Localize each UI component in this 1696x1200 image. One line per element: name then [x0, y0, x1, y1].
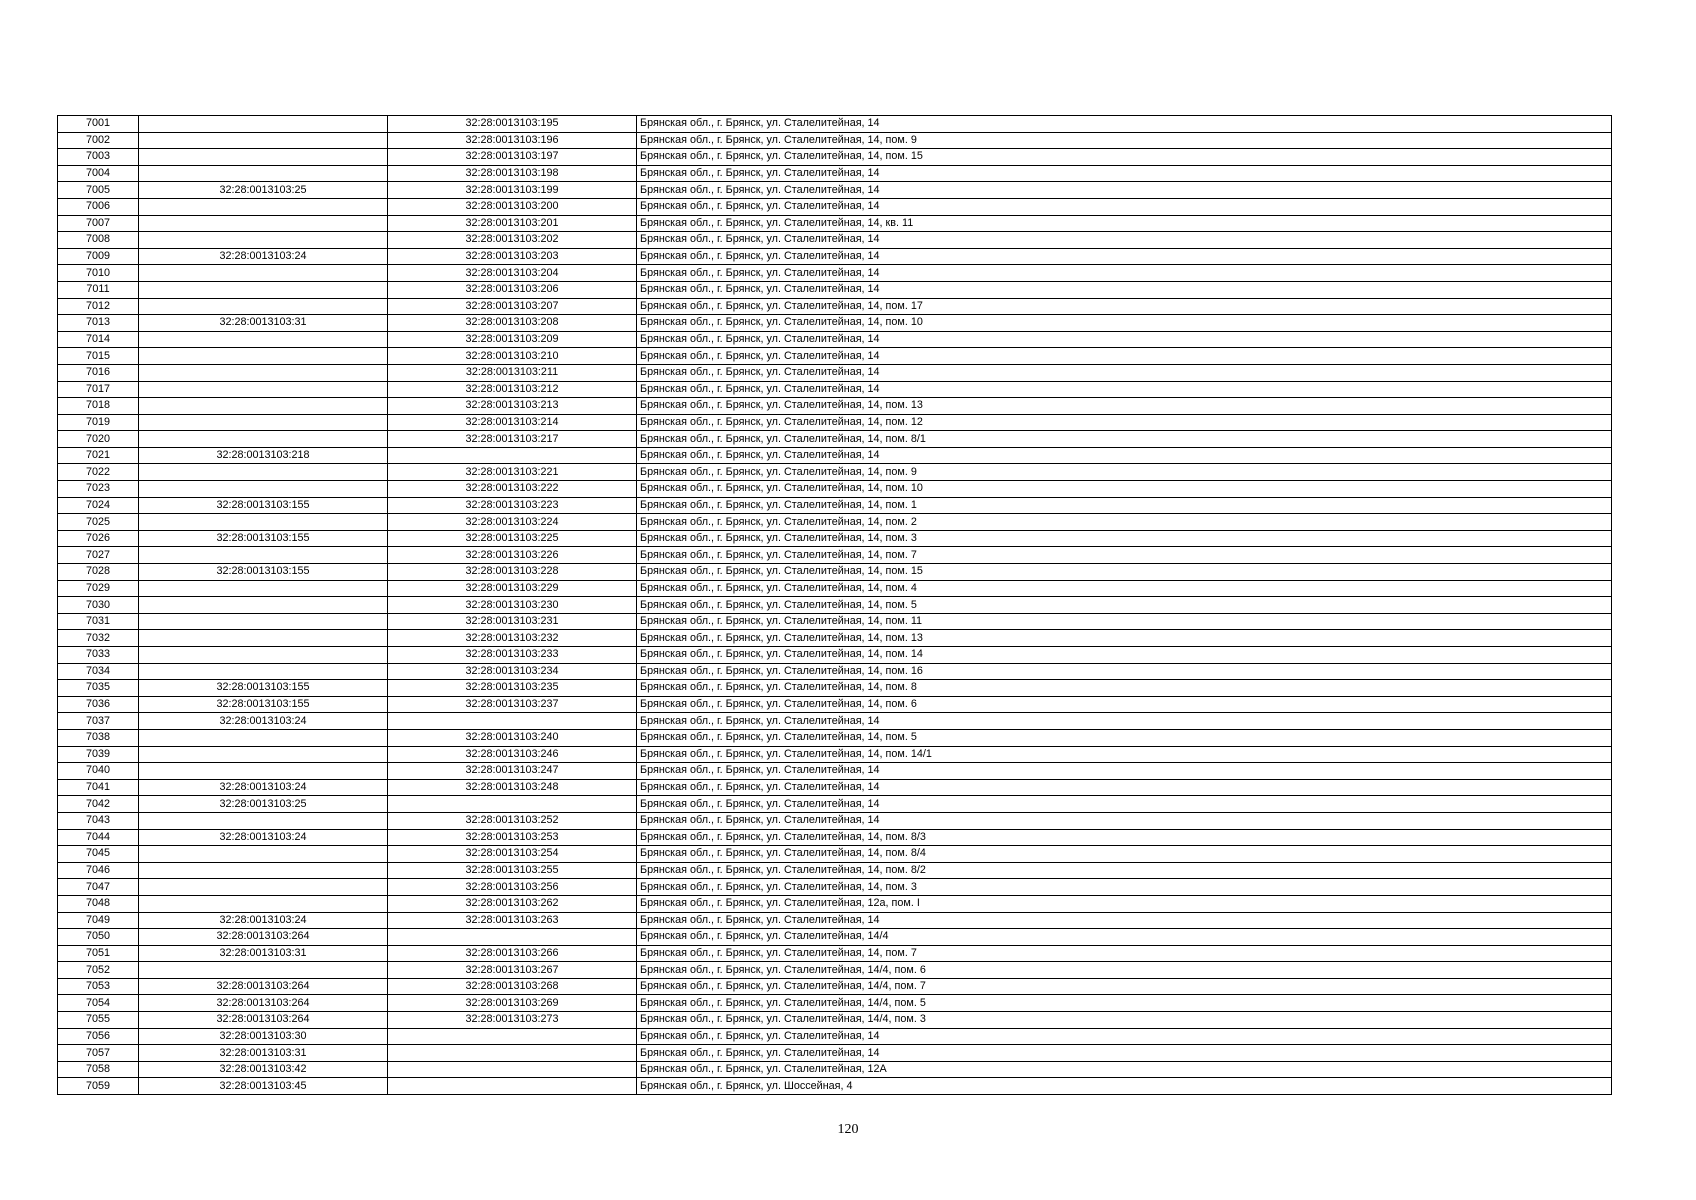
row-number-cell: 7032: [58, 630, 139, 647]
parent-cadastral-number-cell: 32:28:0013103:218: [139, 447, 388, 464]
parent-cadastral-number-cell: 32:28:0013103:31: [139, 945, 388, 962]
address-cell: Брянская обл., г. Брянск, ул. Сталелитейная, 14/4: [637, 929, 1612, 946]
address-cell: Брянская обл., г. Брянск, ул. Сталелитейная, 14: [637, 364, 1612, 381]
row-number-cell: 7009: [58, 248, 139, 265]
parent-cadastral-number-cell: [139, 348, 388, 365]
parent-cadastral-number-cell: [139, 895, 388, 912]
table-row: [58, 564, 1612, 581]
parent-cadastral-number-cell: [139, 613, 388, 630]
address-cell: Брянская обл., г. Брянск, ул. Сталелитейная, 12а, пом. I: [637, 895, 1612, 912]
cadastral-number-cell: 32:28:0013103:255: [388, 862, 637, 879]
row-number-cell: 7018: [58, 398, 139, 415]
cadastral-number-cell: 32:28:0013103:268: [388, 978, 637, 995]
parent-cadastral-number-cell: 32:28:0013103:30: [139, 1028, 388, 1045]
table-row: [58, 149, 1612, 166]
cadastral-number-cell: 32:28:0013103:197: [388, 149, 637, 166]
row-number-cell: 7055: [58, 1012, 139, 1029]
row-number-cell: 7014: [58, 331, 139, 348]
row-number-cell: 7005: [58, 182, 139, 199]
row-number-cell: 7036: [58, 696, 139, 713]
parent-cadastral-number-cell: [139, 846, 388, 863]
address-cell: Брянская обл., г. Брянск, ул. Сталелитейная, 14, пом. 10: [637, 315, 1612, 332]
cadastral-number-cell: 32:28:0013103:202: [388, 232, 637, 249]
address-cell: Брянская обл., г. Брянск, ул. Сталелитейная, 14, пом. 16: [637, 663, 1612, 680]
address-cell: Брянская обл., г. Брянск, ул. Шоссейная, 4: [637, 1078, 1612, 1095]
cadastral-number-cell: 32:28:0013103:214: [388, 414, 637, 431]
table-row: [58, 447, 1612, 464]
parent-cadastral-number-cell: 32:28:0013103:24: [139, 829, 388, 846]
table-row: [58, 414, 1612, 431]
row-number-cell: 7004: [58, 165, 139, 182]
cadastral-number-cell: 32:28:0013103:235: [388, 680, 637, 697]
parent-cadastral-number-cell: [139, 414, 388, 431]
address-cell: Брянская обл., г. Брянск, ул. Сталелитейная, 14, пом. 15: [637, 564, 1612, 581]
cadastral-number-cell: 32:28:0013103:240: [388, 729, 637, 746]
table-row: [58, 945, 1612, 962]
parent-cadastral-number-cell: 32:28:0013103:155: [139, 696, 388, 713]
row-number-cell: 7038: [58, 729, 139, 746]
address-cell: Брянская обл., г. Брянск, ул. Сталелитейная, 14: [637, 1028, 1612, 1045]
parent-cadastral-number-cell: [139, 232, 388, 249]
row-number-cell: 7017: [58, 381, 139, 398]
address-cell: Брянская обл., г. Брянск, ул. Сталелитейная, 14, пом. 6: [637, 696, 1612, 713]
cadastral-number-cell: 32:28:0013103:201: [388, 215, 637, 232]
address-cell: Брянская обл., г. Брянск, ул. Сталелитейная, 14, пом. 15: [637, 149, 1612, 166]
cadastral-number-cell: [388, 713, 637, 730]
parent-cadastral-number-cell: 32:28:0013103:24: [139, 779, 388, 796]
cadastral-number-cell: 32:28:0013103:263: [388, 912, 637, 929]
row-number-cell: 7012: [58, 298, 139, 315]
table-row: [58, 348, 1612, 365]
row-number-cell: 7024: [58, 497, 139, 514]
address-cell: Брянская обл., г. Брянск, ул. Сталелитейная, 14: [637, 165, 1612, 182]
cadastral-number-cell: 32:28:0013103:237: [388, 696, 637, 713]
table-row: [58, 248, 1612, 265]
row-number-cell: 7033: [58, 647, 139, 664]
table-row: [58, 597, 1612, 614]
address-cell: Брянская обл., г. Брянск, ул. Сталелитейная, 14, пом. 14/1: [637, 746, 1612, 763]
table-row: [58, 1012, 1612, 1029]
parent-cadastral-number-cell: [139, 597, 388, 614]
address-cell: Брянская обл., г. Брянск, ул. Сталелитейная, 14: [637, 912, 1612, 929]
table-row: [58, 331, 1612, 348]
cadastral-number-cell: 32:28:0013103:196: [388, 132, 637, 149]
parent-cadastral-number-cell: [139, 265, 388, 282]
parent-cadastral-number-cell: [139, 298, 388, 315]
table-row: [58, 895, 1612, 912]
address-cell: Брянская обл., г. Брянск, ул. Сталелитейная, 12А: [637, 1061, 1612, 1078]
cadastral-number-cell: [388, 929, 637, 946]
cadastral-number-cell: 32:28:0013103:207: [388, 298, 637, 315]
row-number-cell: 7002: [58, 132, 139, 149]
address-cell: Брянская обл., г. Брянск, ул. Сталелитейная, 14: [637, 348, 1612, 365]
cadastral-number-cell: 32:28:0013103:211: [388, 364, 637, 381]
address-cell: Брянская обл., г. Брянск, ул. Сталелитейная, 14: [637, 116, 1612, 133]
row-number-cell: 7015: [58, 348, 139, 365]
row-number-cell: 7011: [58, 281, 139, 298]
cadastral-number-cell: [388, 1061, 637, 1078]
cadastral-number-cell: 32:28:0013103:253: [388, 829, 637, 846]
cadastral-number-cell: 32:28:0013103:256: [388, 879, 637, 896]
table-row: [58, 812, 1612, 829]
row-number-cell: 7013: [58, 315, 139, 332]
row-number-cell: 7040: [58, 763, 139, 780]
row-number-cell: 7035: [58, 680, 139, 697]
parent-cadastral-number-cell: [139, 398, 388, 415]
table-row: [58, 613, 1612, 630]
row-number-cell: 7041: [58, 779, 139, 796]
address-cell: Брянская обл., г. Брянск, ул. Сталелитейная, 14, пом. 11: [637, 613, 1612, 630]
table-row: [58, 132, 1612, 149]
table-row: [58, 116, 1612, 133]
address-cell: Брянская обл., г. Брянск, ул. Сталелитейная, 14, пом. 8/1: [637, 431, 1612, 448]
parent-cadastral-number-cell: [139, 862, 388, 879]
table-row: [58, 680, 1612, 697]
table-row: [58, 265, 1612, 282]
parent-cadastral-number-cell: [139, 630, 388, 647]
address-cell: Брянская обл., г. Брянск, ул. Сталелитейная, 14, пом. 3: [637, 530, 1612, 547]
cadastral-number-cell: 32:28:0013103:262: [388, 895, 637, 912]
table-row: [58, 912, 1612, 929]
cadastral-number-cell: 32:28:0013103:208: [388, 315, 637, 332]
table-row: [58, 995, 1612, 1012]
parent-cadastral-number-cell: [139, 647, 388, 664]
table-row: [58, 232, 1612, 249]
parent-cadastral-number-cell: 32:28:0013103:31: [139, 315, 388, 332]
cadastral-number-cell: 32:28:0013103:224: [388, 514, 637, 531]
row-number-cell: 7022: [58, 464, 139, 481]
table-row: [58, 647, 1612, 664]
cadastral-number-cell: 32:28:0013103:200: [388, 198, 637, 215]
address-cell: Брянская обл., г. Брянск, ул. Сталелитейная, 14, пом. 10: [637, 481, 1612, 498]
address-cell: Брянская обл., г. Брянск, ул. Сталелитейная, 14, пом. 9: [637, 464, 1612, 481]
parent-cadastral-number-cell: [139, 763, 388, 780]
address-cell: Брянская обл., г. Брянск, ул. Сталелитейная, 14, пом. 8/2: [637, 862, 1612, 879]
parent-cadastral-number-cell: [139, 331, 388, 348]
address-cell: Брянская обл., г. Брянск, ул. Сталелитейная, 14, пом. 4: [637, 580, 1612, 597]
address-cell: Брянская обл., г. Брянск, ул. Сталелитейная, 14, пом. 17: [637, 298, 1612, 315]
cadastral-number-cell: 32:28:0013103:206: [388, 281, 637, 298]
cadastral-number-cell: 32:28:0013103:212: [388, 381, 637, 398]
address-cell: Брянская обл., г. Брянск, ул. Сталелитейная, 14: [637, 265, 1612, 282]
cadastral-number-cell: 32:28:0013103:246: [388, 746, 637, 763]
table-row: [58, 978, 1612, 995]
parent-cadastral-number-cell: [139, 663, 388, 680]
table-row: [58, 1078, 1612, 1095]
address-cell: Брянская обл., г. Брянск, ул. Сталелитейная, 14, пом. 1: [637, 497, 1612, 514]
address-cell: Брянская обл., г. Брянск, ул. Сталелитейная, 14, пом. 13: [637, 398, 1612, 415]
cadastral-number-cell: 32:28:0013103:269: [388, 995, 637, 1012]
row-number-cell: 7019: [58, 414, 139, 431]
table-row: [58, 962, 1612, 979]
table-row: [58, 729, 1612, 746]
row-number-cell: 7059: [58, 1078, 139, 1095]
address-cell: Брянская обл., г. Брянск, ул. Сталелитейная, 14: [637, 232, 1612, 249]
parent-cadastral-number-cell: [139, 381, 388, 398]
cadastral-number-cell: 32:28:0013103:234: [388, 663, 637, 680]
table-row: [58, 431, 1612, 448]
cadastral-number-cell: [388, 1028, 637, 1045]
address-cell: Брянская обл., г. Брянск, ул. Сталелитейная, 14: [637, 281, 1612, 298]
row-number-cell: 7003: [58, 149, 139, 166]
parent-cadastral-number-cell: [139, 514, 388, 531]
parent-cadastral-number-cell: [139, 547, 388, 564]
cadastral-number-cell: [388, 1045, 637, 1062]
row-number-cell: 7050: [58, 929, 139, 946]
cadastral-number-cell: 32:28:0013103:225: [388, 530, 637, 547]
cadastral-number-cell: 32:28:0013103:203: [388, 248, 637, 265]
table-row: [58, 746, 1612, 763]
parent-cadastral-number-cell: 32:28:0013103:264: [139, 929, 388, 946]
cadastral-number-cell: 32:28:0013103:217: [388, 431, 637, 448]
row-number-cell: 7054: [58, 995, 139, 1012]
table-row: [58, 298, 1612, 315]
row-number-cell: 7042: [58, 796, 139, 813]
address-cell: Брянская обл., г. Брянск, ул. Сталелитейная, 14, пом. 13: [637, 630, 1612, 647]
table-row: [58, 315, 1612, 332]
address-cell: Брянская обл., г. Брянск, ул. Сталелитейная, 14, пом. 3: [637, 879, 1612, 896]
table-row: [58, 929, 1612, 946]
row-number-cell: 7030: [58, 597, 139, 614]
row-number-cell: 7049: [58, 912, 139, 929]
parent-cadastral-number-cell: [139, 132, 388, 149]
table-row: [58, 364, 1612, 381]
cadastral-number-cell: 32:28:0013103:226: [388, 547, 637, 564]
address-cell: Брянская обл., г. Брянск, ул. Сталелитейная, 14: [637, 248, 1612, 265]
parent-cadastral-number-cell: 32:28:0013103:155: [139, 680, 388, 697]
parent-cadastral-number-cell: 32:28:0013103:45: [139, 1078, 388, 1095]
table-row: [58, 829, 1612, 846]
row-number-cell: 7031: [58, 613, 139, 630]
address-cell: Брянская обл., г. Брянск, ул. Сталелитейная, 14: [637, 182, 1612, 199]
parent-cadastral-number-cell: [139, 464, 388, 481]
cadastral-number-cell: 32:28:0013103:199: [388, 182, 637, 199]
parent-cadastral-number-cell: [139, 116, 388, 133]
registry-table-body: [58, 116, 1612, 1095]
row-number-cell: 7051: [58, 945, 139, 962]
address-cell: Брянская обл., г. Брянск, ул. Сталелитейная, 14: [637, 763, 1612, 780]
row-number-cell: 7028: [58, 564, 139, 581]
parent-cadastral-number-cell: [139, 729, 388, 746]
table-row: [58, 381, 1612, 398]
row-number-cell: 7021: [58, 447, 139, 464]
row-number-cell: 7029: [58, 580, 139, 597]
address-cell: Брянская обл., г. Брянск, ул. Сталелитейная, 14: [637, 447, 1612, 464]
row-number-cell: 7056: [58, 1028, 139, 1045]
parent-cadastral-number-cell: [139, 215, 388, 232]
table-row: [58, 464, 1612, 481]
row-number-cell: 7047: [58, 879, 139, 896]
table-row: [58, 497, 1612, 514]
cadastral-number-cell: [388, 1078, 637, 1095]
row-number-cell: 7039: [58, 746, 139, 763]
cadastral-number-cell: 32:28:0013103:213: [388, 398, 637, 415]
document-sheet: [57, 115, 1611, 1095]
parent-cadastral-number-cell: 32:28:0013103:155: [139, 497, 388, 514]
address-cell: Брянская обл., г. Брянск, ул. Сталелитейная, 14/4, пом. 7: [637, 978, 1612, 995]
cadastral-registry-table: [57, 115, 1612, 1095]
parent-cadastral-number-cell: [139, 481, 388, 498]
address-cell: Брянская обл., г. Брянск, ул. Сталелитейная, 14: [637, 812, 1612, 829]
row-number-cell: 7048: [58, 895, 139, 912]
parent-cadastral-number-cell: 32:28:0013103:24: [139, 248, 388, 265]
row-number-cell: 7023: [58, 481, 139, 498]
cadastral-number-cell: 32:28:0013103:232: [388, 630, 637, 647]
cadastral-number-cell: 32:28:0013103:198: [388, 165, 637, 182]
row-number-cell: 7007: [58, 215, 139, 232]
table-row: [58, 165, 1612, 182]
cadastral-number-cell: 32:28:0013103:247: [388, 763, 637, 780]
address-cell: Брянская обл., г. Брянск, ул. Сталелитейная, 14, пом. 7: [637, 945, 1612, 962]
address-cell: Брянская обл., г. Брянск, ул. Сталелитейная, 14/4, пом. 3: [637, 1012, 1612, 1029]
table-row: [58, 630, 1612, 647]
table-row: [58, 862, 1612, 879]
page-number: 120: [837, 1122, 859, 1137]
row-number-cell: 7025: [58, 514, 139, 531]
table-row: [58, 696, 1612, 713]
cadastral-number-cell: 32:28:0013103:266: [388, 945, 637, 962]
cadastral-number-cell: 32:28:0013103:204: [388, 265, 637, 282]
parent-cadastral-number-cell: 32:28:0013103:155: [139, 564, 388, 581]
table-row: [58, 547, 1612, 564]
row-number-cell: 7010: [58, 265, 139, 282]
address-cell: Брянская обл., г. Брянск, ул. Сталелитейная, 14, пом. 2: [637, 514, 1612, 531]
table-row: [58, 779, 1612, 796]
table-row: [58, 182, 1612, 199]
table-row: [58, 281, 1612, 298]
address-cell: Брянская обл., г. Брянск, ул. Сталелитейная, 14, пом. 5: [637, 597, 1612, 614]
table-row: [58, 215, 1612, 232]
parent-cadastral-number-cell: [139, 879, 388, 896]
cadastral-number-cell: 32:28:0013103:248: [388, 779, 637, 796]
cadastral-number-cell: 32:28:0013103:222: [388, 481, 637, 498]
parent-cadastral-number-cell: [139, 281, 388, 298]
cadastral-number-cell: 32:28:0013103:273: [388, 1012, 637, 1029]
parent-cadastral-number-cell: 32:28:0013103:264: [139, 1012, 388, 1029]
parent-cadastral-number-cell: [139, 812, 388, 829]
parent-cadastral-number-cell: 32:28:0013103:264: [139, 978, 388, 995]
parent-cadastral-number-cell: 32:28:0013103:155: [139, 530, 388, 547]
address-cell: Брянская обл., г. Брянск, ул. Сталелитейная, 14, пом. 14: [637, 647, 1612, 664]
address-cell: Брянская обл., г. Брянск, ул. Сталелитейная, 14/4, пом. 6: [637, 962, 1612, 979]
cadastral-number-cell: 32:28:0013103:254: [388, 846, 637, 863]
parent-cadastral-number-cell: 32:28:0013103:25: [139, 182, 388, 199]
address-cell: Брянская обл., г. Брянск, ул. Сталелитейная, 14: [637, 796, 1612, 813]
address-cell: Брянская обл., г. Брянск, ул. Сталелитейная, 14: [637, 779, 1612, 796]
address-cell: Брянская обл., г. Брянск, ул. Сталелитейная, 14, кв. 11: [637, 215, 1612, 232]
table-row: [58, 530, 1612, 547]
table-row: [58, 481, 1612, 498]
row-number-cell: 7020: [58, 431, 139, 448]
cadastral-number-cell: 32:28:0013103:221: [388, 464, 637, 481]
cadastral-number-cell: 32:28:0013103:230: [388, 597, 637, 614]
address-cell: Брянская обл., г. Брянск, ул. Сталелитейная, 14: [637, 381, 1612, 398]
parent-cadastral-number-cell: [139, 746, 388, 763]
table-row: [58, 879, 1612, 896]
table-row: [58, 580, 1612, 597]
table-row: [58, 1045, 1612, 1062]
address-cell: Брянская обл., г. Брянск, ул. Сталелитейная, 14: [637, 1045, 1612, 1062]
cadastral-number-cell: 32:28:0013103:229: [388, 580, 637, 597]
address-cell: Брянская обл., г. Брянск, ул. Сталелитейная, 14, пом. 8/4: [637, 846, 1612, 863]
parent-cadastral-number-cell: [139, 962, 388, 979]
parent-cadastral-number-cell: 32:28:0013103:31: [139, 1045, 388, 1062]
row-number-cell: 7043: [58, 812, 139, 829]
cadastral-number-cell: 32:28:0013103:223: [388, 497, 637, 514]
cadastral-number-cell: [388, 447, 637, 464]
cadastral-number-cell: 32:28:0013103:210: [388, 348, 637, 365]
parent-cadastral-number-cell: [139, 198, 388, 215]
table-row: [58, 763, 1612, 780]
row-number-cell: 7046: [58, 862, 139, 879]
table-row: [58, 514, 1612, 531]
parent-cadastral-number-cell: 32:28:0013103:42: [139, 1061, 388, 1078]
address-cell: Брянская обл., г. Брянск, ул. Сталелитейная, 14: [637, 331, 1612, 348]
address-cell: Брянская обл., г. Брянск, ул. Сталелитейная, 14, пом. 12: [637, 414, 1612, 431]
cadastral-number-cell: [388, 796, 637, 813]
row-number-cell: 7006: [58, 198, 139, 215]
table-row: [58, 1028, 1612, 1045]
cadastral-number-cell: 32:28:0013103:267: [388, 962, 637, 979]
table-row: [58, 663, 1612, 680]
address-cell: Брянская обл., г. Брянск, ул. Сталелитейная, 14, пом. 9: [637, 132, 1612, 149]
parent-cadastral-number-cell: [139, 165, 388, 182]
parent-cadastral-number-cell: [139, 364, 388, 381]
parent-cadastral-number-cell: 32:28:0013103:264: [139, 995, 388, 1012]
address-cell: Брянская обл., г. Брянск, ул. Сталелитейная, 14, пом. 7: [637, 547, 1612, 564]
row-number-cell: 7016: [58, 364, 139, 381]
table-row: [58, 1061, 1612, 1078]
row-number-cell: 7034: [58, 663, 139, 680]
address-cell: Брянская обл., г. Брянск, ул. Сталелитейная, 14: [637, 198, 1612, 215]
row-number-cell: 7045: [58, 846, 139, 863]
row-number-cell: 7057: [58, 1045, 139, 1062]
row-number-cell: 7008: [58, 232, 139, 249]
row-number-cell: 7053: [58, 978, 139, 995]
table-row: [58, 198, 1612, 215]
row-number-cell: 7027: [58, 547, 139, 564]
parent-cadastral-number-cell: [139, 431, 388, 448]
table-row: [58, 398, 1612, 415]
parent-cadastral-number-cell: 32:28:0013103:24: [139, 713, 388, 730]
row-number-cell: 7058: [58, 1061, 139, 1078]
cadastral-number-cell: 32:28:0013103:195: [388, 116, 637, 133]
table-row: [58, 796, 1612, 813]
cadastral-number-cell: 32:28:0013103:228: [388, 564, 637, 581]
row-number-cell: 7037: [58, 713, 139, 730]
address-cell: Брянская обл., г. Брянск, ул. Сталелитейная, 14, пом. 5: [637, 729, 1612, 746]
address-cell: Брянская обл., г. Брянск, ул. Сталелитейная, 14, пом. 8/3: [637, 829, 1612, 846]
address-cell: Брянская обл., г. Брянск, ул. Сталелитейная, 14: [637, 713, 1612, 730]
address-cell: Брянская обл., г. Брянск, ул. Сталелитейная, 14/4, пом. 5: [637, 995, 1612, 1012]
parent-cadastral-number-cell: 32:28:0013103:24: [139, 912, 388, 929]
row-number-cell: 7052: [58, 962, 139, 979]
cadastral-number-cell: 32:28:0013103:233: [388, 647, 637, 664]
row-number-cell: 7026: [58, 530, 139, 547]
table-row: [58, 713, 1612, 730]
row-number-cell: 7001: [58, 116, 139, 133]
cadastral-number-cell: 32:28:0013103:209: [388, 331, 637, 348]
cadastral-number-cell: 32:28:0013103:252: [388, 812, 637, 829]
parent-cadastral-number-cell: [139, 580, 388, 597]
address-cell: Брянская обл., г. Брянск, ул. Сталелитейная, 14, пом. 8: [637, 680, 1612, 697]
parent-cadastral-number-cell: 32:28:0013103:25: [139, 796, 388, 813]
parent-cadastral-number-cell: [139, 149, 388, 166]
table-row: [58, 846, 1612, 863]
row-number-cell: 7044: [58, 829, 139, 846]
cadastral-number-cell: 32:28:0013103:231: [388, 613, 637, 630]
